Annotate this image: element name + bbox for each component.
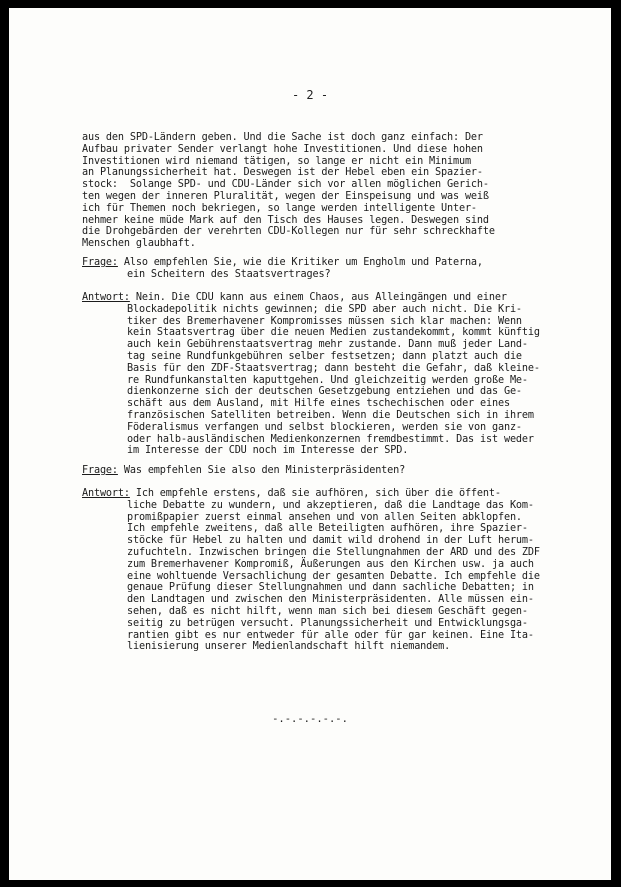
text-line: schäft aus dem Ausland, mit Hilfe eines tschechischen oder eines xyxy=(127,398,510,410)
text-line: tiker des Bremerhavener Kompromisses müssen sich klar machen: Wenn xyxy=(127,315,522,327)
text-line: zum Bremerhavener Kompromiß, Äußerungen aus den Kirchen usw. ja auch xyxy=(127,558,534,570)
text-line: seitig zu betrügen versucht. Planungssicherheit und Entwicklungsga- xyxy=(127,617,528,629)
text-line: Ich empfehle zweitens, daß alle Beteiligten aufhören, ihre Spazier- xyxy=(127,523,528,535)
text-line: genaue Prüfung dieser Stellungnahmen und dann sachliche Debatten; in xyxy=(127,582,534,594)
speaker-label: Antwort: xyxy=(82,488,130,499)
text-line: ein Scheitern des Staatsvertrages? xyxy=(127,268,331,280)
text-line: re Rundfunkanstalten kaputtgehen. Und gleichzeitig werden große Me- xyxy=(127,374,528,386)
text-line: tag seine Rundfunkgebühren selber festsetzen; dann platzt auch die xyxy=(127,350,522,362)
end-mark: -.-.-.-.-.-. xyxy=(272,713,348,725)
text-line: stöcke für Hebel zu halten und damit wild drohend in der Luft herum- xyxy=(127,535,534,547)
speaker-label: Antwort: xyxy=(82,292,130,303)
text-line: promißpapier zuerst einmal ansehen und von allen Seiten abklopfen. xyxy=(127,511,522,523)
paragraph-continuation xyxy=(82,132,592,250)
question-2 xyxy=(82,465,592,477)
text-line: an Planungssicherheit hat. Deswegen ist der Hebel eben ein Spazier- xyxy=(82,167,483,179)
text-line: französischen Satelliten betreiben. Wenn die Deutschen sich in ihrem xyxy=(127,409,534,421)
speaker-label: Frage: xyxy=(82,257,118,268)
text-line: stock: Solange SPD- und CDU-Länder sich vor allen möglichen Gerich- xyxy=(82,179,489,191)
text-line: eine wohltuende Versachlichung der gesamten Debatte. Ich empfehle die xyxy=(127,570,540,582)
text-line: lienisierung unserer Medienlandschaft hilft niemandem. xyxy=(127,641,451,653)
text-line: die Drohgebärden der verehrten CDU-Kollegen nur für sehr schreckhafte xyxy=(82,226,495,238)
question-1 xyxy=(82,257,592,281)
text-line: dienkonzerne sich der deutschen Gesetzgebung entziehen und das Ge- xyxy=(127,386,522,398)
text-line: im Interesse der CDU noch im Interesse der SPD. xyxy=(127,445,409,457)
text-line: Basis für den ZDF-Staatsvertrag; dann besteht die Gefahr, daß kleine- xyxy=(127,362,540,374)
speaker-label: Frage: xyxy=(82,465,118,476)
text-line xyxy=(82,465,592,477)
text-line: nehmer keine müde Mark auf den Tisch des Hauses legen. Deswegen sind xyxy=(82,214,489,226)
text-line: liche Debatte zu wundern, und akzeptieren, daß die Landtage das Kom- xyxy=(127,499,534,511)
answer-text: Nein. Die CDU kann aus einem Chaos, aus Alleingängen und einer xyxy=(129,292,507,303)
question-text: Was empfehlen Sie also den Ministerpräsidenten? xyxy=(117,465,406,476)
text-line: Blockadepolitik nichts gewinnen; die SPD aber auch nicht. Die Kri- xyxy=(127,303,522,315)
page-number: - 2 - xyxy=(291,88,329,102)
text-line: zufuchteln. Inzwischen bringen die Stellungnahmen der ARD und des ZDF xyxy=(127,546,540,558)
text-line: kein Staatsvertrag über die neuen Medien zustandekommt, kommt künftig xyxy=(127,327,540,339)
text-line xyxy=(82,488,592,500)
answer-2 xyxy=(82,488,592,653)
answer-text: Ich empfehle erstens, daß sie aufhören, sich über die öffent- xyxy=(129,488,501,499)
text-line: sehen, daß es nicht hilft, wenn man sich bei diesem Geschäft gegen- xyxy=(127,605,528,617)
text-line: den Landtagen und zwischen den Ministerpräsidenten. Alle müssen ein- xyxy=(127,594,534,606)
text-line xyxy=(82,257,592,269)
text-line: ten wegen der inneren Pluralität, wegen der Einspeisung und was weiß xyxy=(82,190,489,202)
text-line: ich für Themen noch bekriegen, so lange werden intelligente Unter- xyxy=(82,202,477,214)
text-line: aus den SPD-Ländern geben. Und die Sache ist doch ganz einfach: Der xyxy=(82,132,483,143)
question-text: Also empfehlen Sie, wie die Kritiker um Engholm und Paterna, xyxy=(117,257,483,268)
text-line: Aufbau privater Sender verlangt hohe Investitionen. Und diese hohen xyxy=(82,143,483,155)
text-line: oder halb-ausländischen Medienkonzernen fremdbestimmt. Das ist weder xyxy=(127,433,534,445)
text-line: rantien gibt es nur entweder für alle oder für gar keinen. Eine Ita- xyxy=(127,629,534,641)
text-line: Investitionen wird niemand tätigen, so lange er nicht ein Minimum xyxy=(82,155,471,167)
text-line: Menschen glaubhaft. xyxy=(82,238,196,250)
document-page xyxy=(9,8,611,880)
text-line: Föderalismus verfangen und selbst blockieren, werden sie von ganz- xyxy=(127,421,522,433)
answer-1 xyxy=(82,292,592,457)
text-line: auch kein Gebührenstaatsvertrag mehr zustande. Dann muß jeder Land- xyxy=(127,339,528,351)
text-line xyxy=(82,292,592,304)
